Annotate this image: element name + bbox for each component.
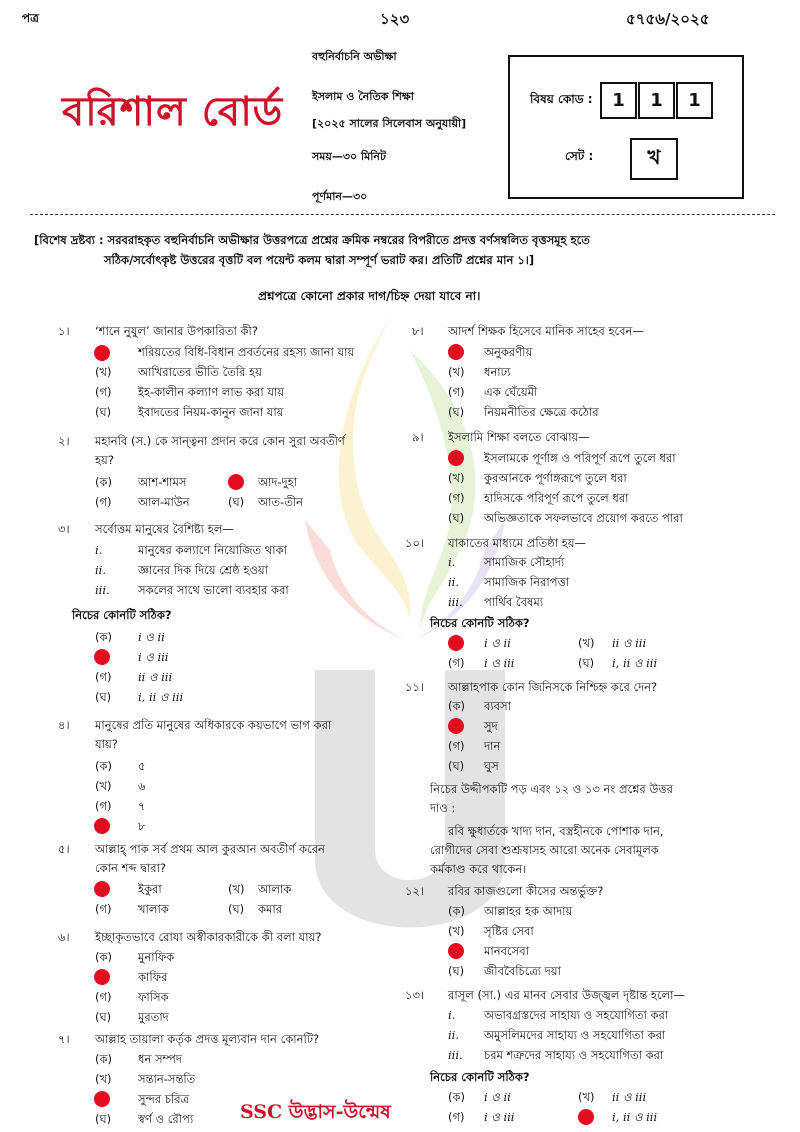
q5-option-b: আলাক [258,882,292,896]
q7-number: ৭। [58,1032,70,1046]
q8-option-a: অনুকরণীয় [484,345,533,359]
board-title: বরিশাল বোর্ড [62,88,284,135]
q10-option-a-dot[interactable] [448,633,464,652]
q9-option-a: ইসলামকে পূর্ণাঙ্গ ও পরিপূর্ণ রূপে তুলে ধরা [484,451,676,465]
q13-option-d: i, ii ও iii [612,1110,658,1124]
subject-code-label: বিষয় কোড : [530,92,593,106]
q7-text: আল্লাহ তায়ালা কর্তৃক প্রদত্ত মূল্যবান দান কোনটি? [95,1032,320,1046]
q4-text-1: মানুষের প্রতি মানুষের অধিকারকে কয়ভাগে ভাগ করা [95,718,332,732]
q6-option-b-dot[interactable] [94,967,110,986]
q7-option-b-label[interactable]: (খ) [95,1072,112,1086]
q3-option-b-dot[interactable] [94,647,110,666]
q11-option-d: ঘুস [484,759,499,773]
q3-option-b: i ও iii [138,650,169,664]
q8-option-c-label[interactable]: (গ) [448,385,465,399]
q9-option-b-label[interactable]: (খ) [448,471,465,485]
q3-option-c: ii ও iii [138,670,173,684]
subject: ইসলাম ও নৈতিক শিক্ষা [312,90,414,103]
q10-option-a: i ও ii [484,636,511,650]
q7-option-c-dot[interactable] [94,1089,110,1108]
q11-option-d-label[interactable]: (ঘ) [448,759,465,773]
answer-dot [448,450,464,466]
q10-option-b-label[interactable]: (খ) [578,636,595,650]
q13-statement-i: অভাবগ্রস্তদের সাহায্য ও সহযোগিতা করা [484,1008,669,1022]
q3-text: সর্বোত্তম মানুষের বৈশিষ্ট্য হল— [95,522,234,536]
q10-statement-i: সামাজিক সৌহার্দ্য [484,555,565,569]
answer-dot [94,969,110,985]
exam-type: বহুনির্বাচনি অভীক্ষা [312,50,397,63]
q9-number: ৯। [412,430,424,444]
q12-option-a: আল্লাহর হক আদায় [484,904,573,918]
q8-number: ৮। [412,324,424,338]
q8-option-b-label[interactable]: (খ) [448,365,465,379]
answer-dot [448,635,464,651]
q10-option-b: ii ও iii [612,636,647,650]
stimulus-line-2: রোগীদের সেবা শুশ্রূষাসহ আরো অনেক সেবামূলক [430,843,659,857]
q4-number: ৪। [58,718,70,732]
q6-option-a-label[interactable]: (ক) [95,950,113,964]
q1-option-d: ইবাদতের নিয়ম-কানুন জানা যায় [138,405,284,419]
answer-dot [94,1091,110,1107]
q12-option-a-label[interactable]: (ক) [448,904,466,918]
q5-number: ৫। [58,842,70,856]
q1-option-b-label[interactable]: (খ) [95,365,112,379]
q2-option-d: আত-তীন [258,495,303,509]
q8-option-a-dot[interactable] [448,342,464,361]
q11-option-c: দান [484,739,501,753]
q12-number: ১২। [405,884,425,898]
q8-option-d: নিয়মনীতির ক্ষেত্রে কঠোর [484,405,599,419]
q12-option-b-label[interactable]: (খ) [448,924,465,938]
q3-which: নিচের কোনটি সঠিক? [72,608,172,622]
q13-statement-ii-label: ii. [448,1028,460,1042]
q3-statement-i: মানুষের কল্যাণে নিয়োজিত থাকা [138,543,287,557]
q1-option-c: ইহ-কালীন কল্যাণ লাভ করা যায় [138,385,285,399]
q9-option-d: অভিজ্ঞতাকে সফলভাবে প্রয়োগ করতে পারা [484,511,683,525]
q3-statement-iii: সকলের সাথে ভালো ব্যবহার করা [138,583,289,597]
q1-text: ‘শানে নুযুল’ জানার উপকারিতা কী? [95,324,258,338]
set-value: খ [630,138,678,180]
q6-text: ইচ্ছাকৃতভাবে রোযা অস্বীকারকারীকে কী বলা যায়? [95,930,322,944]
q3-option-a-label[interactable]: (ক) [95,630,113,644]
q6-option-d: মুরতাদ [138,1010,169,1024]
q9-text: ইসলামি শিক্ষা বলতে বোঝায়— [448,430,590,444]
stimulus-line-1: রবি ক্ষুধার্তকে খাদ্য দান, বস্ত্রহীনকে পোশাক দান, [448,824,664,838]
page-tag: পত্র [22,11,39,25]
q10-statement-ii-label: ii. [448,575,460,589]
q6-option-a: মুনাফিক [138,950,175,964]
q4-option-c-label[interactable]: (গ) [95,799,112,813]
q13-option-a: i ও ii [484,1090,511,1104]
q13-option-d-dot[interactable] [578,1107,594,1126]
q10-number: ১০। [405,536,425,550]
q2-option-d-label[interactable]: (ঘ) [228,495,245,509]
answer-dot [94,818,110,834]
q3-option-c-label[interactable]: (গ) [95,670,112,684]
stimulus-line-3: কর্মকাণ্ড করে থাকেন। [430,862,527,876]
q6-number: ৬। [58,930,70,944]
q9-option-c: হাদিসকে পরিপূর্ণ রূপে তুলে ধরা [484,491,629,505]
q6-option-d-label[interactable]: (ঘ) [95,1010,112,1024]
q6-option-c-label[interactable]: (গ) [95,990,112,1004]
q3-statement-i-label: i. [95,543,103,557]
q1-number: ১। [58,324,70,338]
answer-dot [94,881,110,897]
q7-option-a-label[interactable]: (ক) [95,1052,113,1066]
subject-code-digit-3: 1 [676,82,713,119]
q13-statement-iii: চরম শত্রুদের সাহায্য ও সহযোগিতা করা [484,1048,664,1062]
q13-statement-iii-label: iii. [448,1048,463,1062]
q7-option-c: সুন্দর চরিত্র [138,1092,190,1106]
set-label: সেট : [565,149,594,163]
q6-option-b: কাফির [138,970,168,984]
q13-number: ১৩। [405,988,425,1002]
q13-option-b-label[interactable]: (খ) [578,1090,595,1104]
q11-option-a-label[interactable]: (ক) [448,699,466,713]
q2-number: ২। [58,434,70,448]
q12-option-c: মানবসেবা [484,944,529,958]
subject-code-digit-2: 1 [638,82,675,119]
q4-option-a-label[interactable]: (ক) [95,759,113,773]
q4-text-2: যায়? [95,737,118,751]
header-divider [30,214,775,215]
answer-dot [448,943,464,959]
q10-option-c-label[interactable]: (গ) [448,656,465,670]
full-marks: পূর্ণমান—৩০ [312,190,368,203]
q13-which: নিচের কোনটি সঠিক? [430,1070,530,1084]
q11-option-a: ব্যবসা [484,699,512,713]
stimulus-intro-1: নিচের উদ্দীপকটি পড় এবং ১২ ও ১৩ নং প্রশ্নের উত্তর [430,782,673,796]
q5-text-1: আল্লাহ্ পাক সর্ব প্রথম আল কুরআন অবতীর্ণ করেন [95,842,325,856]
q5-option-a-dot[interactable] [94,879,110,898]
q10-statement-iii: পার্থিব বৈষম্য [484,595,544,609]
q10-option-d-label[interactable]: (ঘ) [578,656,595,670]
page-number: ১২৩ [380,10,410,28]
q11-option-b: সুদ [484,719,498,733]
q2-option-b-dot[interactable] [228,472,244,491]
q13-option-b: ii ও iii [612,1090,647,1104]
q3-statement-ii-label: ii. [95,563,107,577]
q5-option-d-label[interactable]: (ঘ) [228,902,245,916]
q11-text: আল্লাহপাক কোন জিনিসকে নিশ্চিহ্ন করে দেন? [448,680,658,694]
q7-option-a: ধন সম্পদ [138,1052,182,1066]
q10-statement-ii: সামাজিক নিরাপত্তা [484,575,570,589]
q1-option-a-text: শরিয়তের বিধি-বিধান প্রবর্তনের রহস্য জানা যায় [138,345,355,359]
q9-option-c-label[interactable]: (গ) [448,491,465,505]
q2-option-a: আশ-শামস [138,475,187,489]
q12-text: রবির কাজগুলো কীসের অন্তর্ভুক্ত? [448,884,604,898]
q8-option-b: ধনাঢ্য [484,365,511,379]
subject-code-digit-1: 1 [600,82,637,119]
q11-option-b-dot[interactable] [448,716,464,735]
q9-option-a-dot[interactable] [448,448,464,467]
q1-option-c-label[interactable]: (গ) [95,385,112,399]
q9-option-b: কুরআনকে পূর্ণাঙ্গরূপে তুলে ধরা [484,471,627,485]
syllabus: [২০২৫ সালের সিলেবাস অনুযায়ী] [312,117,467,130]
stimulus-intro-2: দাও : [430,801,456,815]
warning: প্রশ্নপত্রে কোনো প্রকার দাগ/চিহ্ন দেয়া যাবে না। [258,289,481,303]
q13-option-c: i ও iii [484,1110,515,1124]
q4-option-d: ৮ [138,819,146,833]
notice-line-1: [বিশেষ দ্রষ্টব্য : সরবরাহকৃত বহুনির্বাচনি অভীক্ষার উত্তরপত্রে প্রশ্নের ক্রমিক নম্বরের বিপরীতে প্রদত্ত বর্ণসম্বলিত বৃত্তসমূহ হতে [34,233,590,247]
q10-statement-i-label: i. [448,555,456,569]
q5-text-2: কোন শব্দ দ্বারা? [95,861,167,875]
q13-option-a-label[interactable]: (ক) [448,1090,466,1104]
time: সময়—৩০ মিনিট [312,150,386,163]
q4-option-d-dot[interactable] [94,816,110,835]
q1-option-d-label[interactable]: (ঘ) [95,405,112,419]
q10-statement-iii-label: iii. [448,595,463,609]
q3-number: ৩। [58,522,70,536]
q5-option-c: খালাক [138,902,169,916]
answer-dot [578,1109,594,1125]
footer-brand: SSC উদ্ভাস-উন্মেষ [240,1101,391,1123]
q2-text-1: মহানবি (স.) কে সান্ত্বনা প্রদান করে কোন সুরা অবতীর্ণ [95,434,345,448]
q7-option-d: স্বর্ণ ও রৌপ্য [138,1112,194,1126]
answer-dot [94,345,110,361]
q2-option-c-label[interactable]: (গ) [95,495,112,509]
code-panel [508,55,744,199]
q3-statement-ii: জ্ঞানের দিক দিয়ে শ্রেষ্ঠ হওয়া [138,563,269,577]
q3-option-a: i ও ii [138,630,165,644]
q10-text: যাকাতের মাধ্যমে প্রতিষ্ঠা হয়— [448,536,587,550]
answer-dot [448,344,464,360]
q11-number: ১১। [405,680,425,694]
q10-option-d: i, ii ও iii [612,656,658,670]
q8-option-c: এক ঘেঁয়েমী [484,385,538,399]
q13-statement-ii: অমুসলিমদের সাহায্য ও সহযোগিতা করা [484,1028,666,1042]
q11-option-c-label[interactable]: (গ) [448,739,465,753]
q1-option-b: আখিরাতের ভীতি তৈরি হয় [138,365,262,379]
q13-option-c-label[interactable]: (গ) [448,1110,465,1124]
q2-option-a-label[interactable]: (ক) [95,475,113,489]
q7-option-b: সন্তান-সন্ততি [138,1072,196,1086]
q6-option-c: ফাসিক [138,990,169,1004]
q4-option-b: ৬ [138,779,146,793]
answer-dot [94,649,110,665]
q10-option-c: i ও iii [484,656,515,670]
q1-option-a[interactable] [94,343,110,362]
code-ref: ৫৭৫৬/২০২৫ [626,10,710,28]
q2-text-2: হয়? [95,453,114,467]
q12-option-b: সৃষ্টির সেবা [484,924,534,938]
q8-option-d-label[interactable]: (ঘ) [448,405,465,419]
q3-option-d-label[interactable]: (ঘ) [95,690,112,704]
q4-option-c: ৭ [138,799,146,813]
q4-option-b-label[interactable]: (খ) [95,779,112,793]
q3-option-d: i, ii ও iii [138,690,184,704]
q5-option-a: ইকুরা [138,882,162,896]
q8-text: আদর্শ শিক্ষক হিসেবে মানিক সাহেব হবেন— [448,324,644,338]
q5-option-c-label[interactable]: (গ) [95,902,112,916]
q13-statement-i-label: i. [448,1008,456,1022]
q9-option-d-label[interactable]: (ঘ) [448,511,465,525]
q13-text: রাসূল (সা.) এর মানব সেবার উজ্জ্বল দৃষ্টান্ত হলো— [448,988,685,1002]
notice-line-2: সঠিক/সর্বোৎকৃষ্ট উত্তরের বৃত্তটি বল পয়েন্ট কলম দ্বারা সম্পূর্ণ ভরাট কর। প্রতিটি প্রশ্নের মান ১।] [104,253,535,267]
q2-option-b: আদ-দুহা [258,475,298,489]
q2-option-c: আল-মাউন [138,495,190,509]
q5-option-d: কমার [258,902,283,916]
q4-option-a: ৫ [138,759,146,773]
q12-option-c-dot[interactable] [448,941,464,960]
q5-option-b-label[interactable]: (খ) [228,882,245,896]
q12-option-d-label[interactable]: (ঘ) [448,964,465,978]
answer-dot [448,718,464,734]
q10-which: নিচের কোনটি সঠিক? [430,616,530,630]
q3-statement-iii-label: iii. [95,583,110,597]
answer-dot [228,474,244,490]
q7-option-d-label[interactable]: (ঘ) [95,1112,112,1126]
q12-option-d: জীববৈচিত্র্যে দয়া [484,964,561,978]
